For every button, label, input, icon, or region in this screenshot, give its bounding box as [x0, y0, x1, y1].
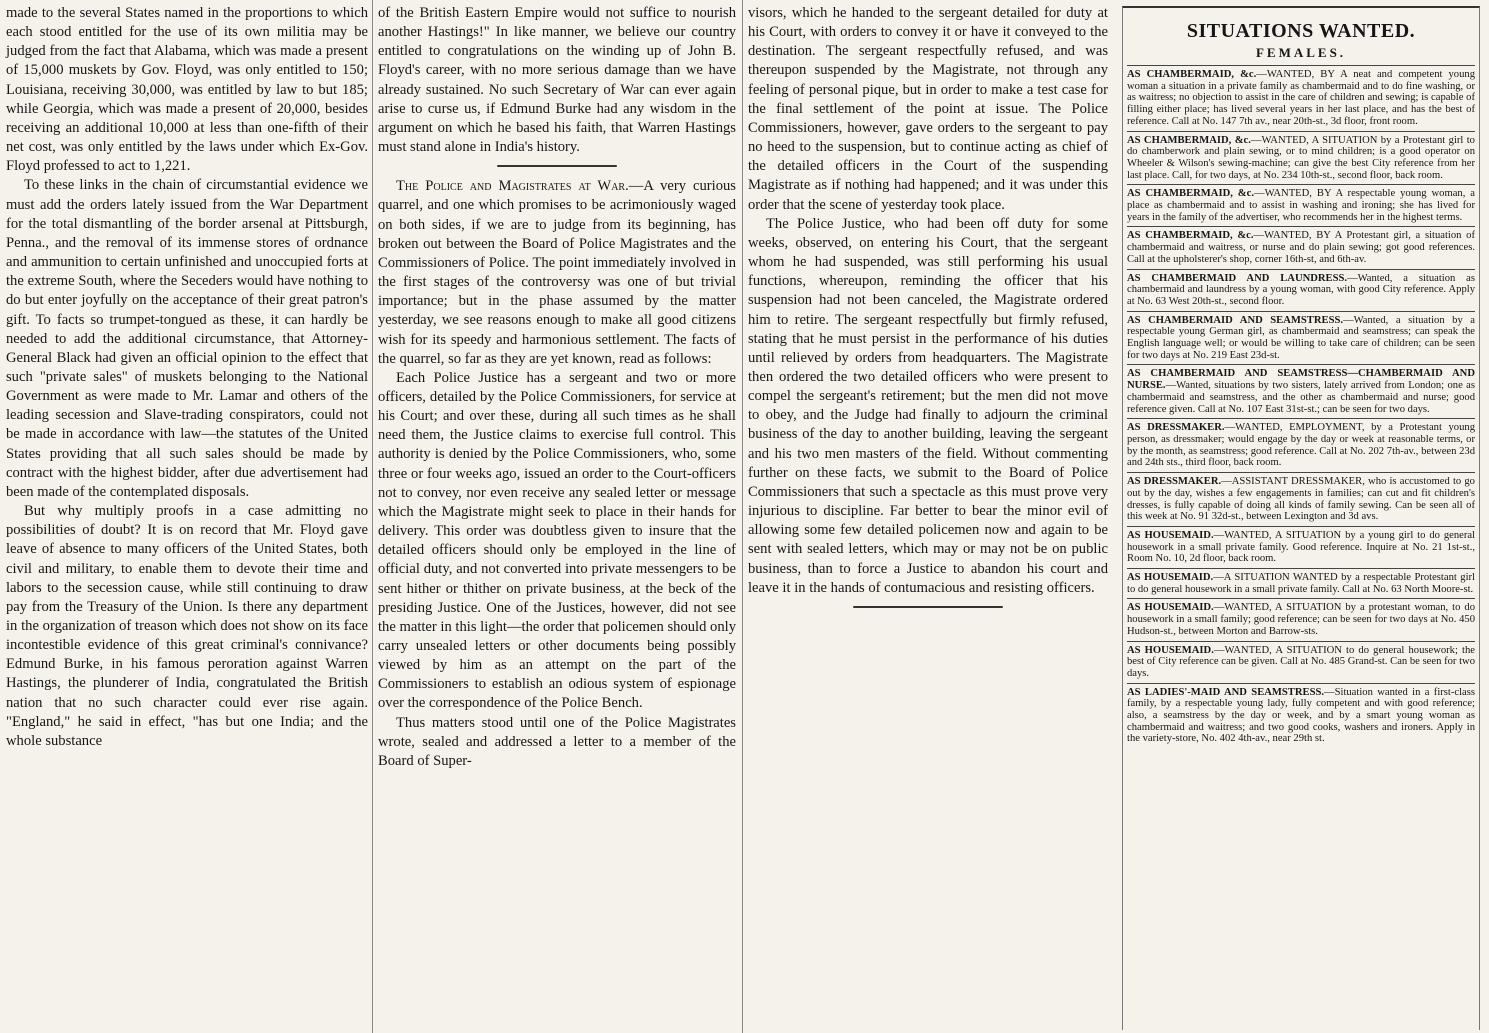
ad-text: —A SITUATION WANTED by a respectable Protestant girl to do general housework in a small private family. Call at No. 63 North Moore-st. [1127, 572, 1476, 595]
ad-lead: AS DRESSMAKER. [1127, 476, 1222, 488]
col1-paragraph: But why multiply proofs in a case admitting no possibilities of doubt? It is on record that Mr. Floyd gave leave of absence to many officers of the United States, both civil and military, to enable them to devote their time and labors to the secession cause, while still continuing to draw pay from the Treasury of the Union. Is there any department in the organization of treason which does not show on its face incontestible evidence of this great criminal's connivance? Edmund Burke, in his famous peroration against Warren Hastings, the plunderer of India, congratulated the British nation that no such character could ever rise again. "England," he said in effect, "has but one India; and the whole substance [6, 503, 368, 749]
col2-paragraph: —A very curious quarrel, and one which promises to be acrimoniously waged on both sides, if we are to judge from its beginning, has broken out between the Board of Police Magistrates and the Commissioners of Police. The point immediately involved in the first stages of the controversy was one of but trivial importance; but in the phase assumed by the matter yesterday, we see reasons enough to make all good citizens wish for its speedy and harmonious settlement. The facts of the quarrel, so far as they are yet known, read as follows: [378, 178, 736, 367]
column-3 [748, 4, 1108, 618]
column-rule [742, 0, 743, 1033]
ad-lead: AS DRESSMAKER. [1127, 422, 1225, 434]
section-divider [497, 165, 617, 167]
classified-ad [1127, 184, 1475, 226]
females-subtitle: FEMALES. [1255, 45, 1347, 60]
situations-wanted-column [1122, 6, 1480, 1030]
classified-ad [1127, 598, 1475, 640]
column-2 [378, 4, 736, 771]
classified-ad [1127, 131, 1475, 185]
ad-text: —ASSISTANT DRESSMAKER, who is accustomed to go out by the day, wishes a few engagements in families; can cut and fit children's dresses, is fully capable of doing all kinds of family sewing. Can be seen all of this week at No. 91 32d-st., between Lexington and 3d avs. [1127, 476, 1475, 523]
ad-lead: AS HOUSEMAID. [1127, 602, 1214, 614]
ad-text: —Situation wanted in a first-class family, by a respectable young lady, fully competent and with good reference; also, a seamstress by the day or week, and by a smart young woman as chambermaid and waitress; and two good cooks, washers and ironers. Apply in the variety-store, No. 402 4th-av., near 29th st. [1127, 686, 1475, 745]
situations-wanted-title: SITUATIONS WANTED. [1186, 20, 1416, 42]
classified-ad [1127, 226, 1475, 268]
classified-ad [1127, 472, 1475, 526]
column-rule [372, 0, 373, 1033]
classified-ad [1127, 568, 1475, 598]
ad-text: —WANTED, EMPLOYMENT, by a Protestant young person, as dressmaker; would engage by the day or week at reasonable terms, or by the month, as seamstress; good reference. Call at No. 202 7th-av., between 23d and 24th sts., third floor, back room. [1127, 422, 1475, 469]
ad-text: —WANTED, A SITUATION by a protestant woman, to do housework in a small family; good reference; can be seen for two days at No. 450 Hudson-st., between Morton and Barrow-sts. [1127, 602, 1475, 637]
ad-text: —WANTED, BY A Protestant girl, a situation of chambermaid and waitress, or nurse and do plain sewing; got good references. Call at the upholsterer's shop, corner 16th-st, and 6th-av. [1127, 230, 1475, 265]
col1-paragraph: To these links in the chain of circumstantial evidence we must add the orders lately issued from the War Department for the total dismantling of the border arsenal at Pittsburgh, Penna., and the removal of its immense stores of ordnance and ammunition to certain unfinished and unoccupied forts at the extreme South, where the Seceders would have nothing to do but enter joyfully on the acceptance of their great patron's gift. To facts so trumpet-tongued as these, it can hardly be needed to add the additional circumstance, that Attorney-General Black had given an official opinion to the effect that such "private sales" of muskets belonging to the National Government as were made to Mr. Lamar and others of the leading secession and Slave-trading conspirators, could not be made in accordance with law—the statutes of the United States providing that all such sales should be made by contract with the highest bidder, after due advertisement had been made of the contemplated disposals. [6, 177, 368, 500]
classified-ad [1127, 641, 1475, 683]
classified-ad [1127, 311, 1475, 365]
ad-text: —WANTED, A SITUATION by a Protestant girl to do chamberwork and plain sewing, or to mind children; is a good operator on Wheeler & Wilson's sewing-machine; can give the best City reference from her last place. Call, for two days, at No. 234 10th-st., second floor, back room. [1127, 134, 1475, 181]
classified-ad [1127, 683, 1475, 749]
article-heading: The Police and Magistrates at War. [396, 178, 629, 195]
classified-ad [1127, 364, 1475, 418]
col1-paragraph: made to the several States named in the proportions to which each stood entitled for the use of its own militia may be judged from the fact that Alabama, which was made a present of 15,000 muskets by Gov. Floyd, was only entitled to 150; Louisiana, receiving 30,000, was entitled by law to but 185; while Georgia, which was made a present of 20,000, besides receiving an additional 10,000 at less than one-fifth of their net cost, was only entitled by the laws under which Ex-Gov. Floyd professed to act to 1,221. [6, 5, 368, 175]
ad-text: —Wanted, a situation by a respectable young German girl, as chambermaid and seamstress; can speak the English language well; or would be willing to take care of children; can be seen for two days at No. 219 East 23d-st. [1127, 314, 1475, 361]
ad-lead: AS CHAMBERMAID, &c. [1127, 188, 1254, 200]
ad-text: —WANTED, BY A respectable young woman, a place as chambermaid and to assist in washing and ironing; she has lived for years in the family of the advertiser, who recommends her in the highest terms. [1127, 188, 1475, 223]
classified-ad [1127, 526, 1475, 568]
ad-lead: AS CHAMBERMAID, &c. [1127, 69, 1257, 80]
ad-text: —WANTED, BY A neat and competent young woman a situation in a private family as chambermaid and to do fine washing, or as waitress; no objection to assist in the care of children and sewing; is capable of filling either place; has lived several years in her last place, and has the best of reference. Call at No. 147 7th av., near 20th-st., 3d floor, front room. [1127, 69, 1475, 127]
classified-ad [1127, 418, 1475, 472]
ad-text: —WANTED, A SITUATION by a young girl to do general housework in a small private family. Good reference. Inquire at No. 21 1st-st., Room No. 10, 2d floor, back room. [1127, 529, 1475, 565]
ad-lead: AS HOUSEMAID. [1127, 644, 1214, 656]
ad-lead: AS CHAMBERMAID, &c. [1127, 134, 1251, 146]
col2-paragraph: Each Police Justice has a sergeant and two or more officers, detailed by the Police Commissioners, for service at his Court; and over these, during all such times as he shall need them, the Justice claims to exercise full control. This authority is denied by the Police Commissioners, who, some three or four weeks ago, issued an order to the Court-officers not to convey, nor even receive any sealed letter or message which the Magistrate might seek to place in their hands for delivery. This order was doubtless given to insure that the detailed officers should only be employed in the line of official duty, and not converted into private messengers to be sent hither or thither on private business, at the beck of the presiding Justice. One of the Justices, however, did not see the matter in this light—the order that policemen should only carry unsealed letters or other documents being possibly viewed by him as an attempt on the part of the Commissioners to establish an odious system of espionage over the correspondence of the Police Bench. [378, 369, 736, 712]
ad-text: —Wanted, situations by two sisters, lately arrived from London; one as chambermaid and seamstress, and the other as chambermaid and nurse; good reference given. Call at No. 107 East 31st-st.; can be seen for two days. [1127, 380, 1475, 415]
ad-lead: AS LADIES'-MAID AND SEAMSTRESS. [1127, 686, 1325, 698]
col2-paragraph: Thus matters stood until one of the Police Magistrates wrote, sealed and addressed a letter to a member of the Board of Super- [378, 714, 736, 769]
ad-lead: AS CHAMBERMAID AND SEAMSTRESS—CHAMBERMAID AND NURSE. [1127, 368, 1475, 392]
classified-ad [1127, 65, 1475, 131]
ad-lead: AS CHAMBERMAID AND SEAMSTRESS. [1127, 314, 1343, 326]
ad-lead: AS CHAMBERMAID, &c. [1127, 230, 1254, 242]
ad-text: —WANTED, A SITUATION to do general housework; the best of City reference can be given. Call at No. 485 Grand-st. Can be seen for two days. [1127, 644, 1475, 679]
column-1 [6, 4, 368, 751]
ad-lead: AS CHAMBERMAID AND LAUNDRESS. [1127, 272, 1348, 284]
ads-list [1127, 65, 1475, 748]
col3-paragraph: The Police Justice, who had been off duty for some weeks, observed, on entering his Court, that the sergeant whom he had suspended, was still performing his usual functions, whereupon, reminding the officer that his suspension had not been canceled, the Magistrate ordered him to retire. The sergeant respectfully but firmly refused, stating that he must persist in the performance of his duties until relieved by orders from headquarters. The Magistrate then ordered the two detailed officers who were present to compel the sergeant's retirement; but the men did not move to obey, and the Judge had finally to adjourn the criminal business of the day to another building, leaving the sergeant and his two men masters of the field. Without commenting further on these facts, we submit to the Board of Police Commissioners that such a spectacle as this must prove very injurious to discipline. Far better to bear the minor evil of allowing some few detailed policemen now and again to be sent with sealed letters, which may or may not be on public business, than to force a Justice to abandon his court and leave it in the hands of contumacious and resisting officers. [748, 215, 1108, 596]
ad-lead: AS HOUSEMAID. [1127, 572, 1214, 584]
col2-paragraph: of the British Eastern Empire would not suffice to nourish another Hastings!" In like manner, we believe our country entitled to congratulations on the winding up of John B. Floyd's career, with no more serious damage than we have already sustained. No such Secretary of War can ever again arise to curse us, if Edmund Burke had any wisdom in the argument on which he based his faith, that Warren Hastings must stand alone in India's history. [378, 5, 736, 156]
classified-ad [1127, 269, 1475, 311]
ad-lead: AS HOUSEMAID. [1127, 529, 1214, 541]
col3-paragraph: visors, which he handed to the sergeant detailed for duty at his Court, with orders to convey it or have it conveyed to the destination. The sergeant respectfully refused, and was thereupon suspended by the Magistrate, not through any feeling of personal pique, but in order to make a test case for the final settlement of the point at issue. The Police Commissioners, however, gave orders to the sergeant to pay no heed to the suspension, but to continue acting as chief of the detailed officers in the Court of the suspending Magistrate as if nothing had happened; and it was under this order that the scene of yesterday took place. [748, 5, 1108, 213]
section-divider [853, 606, 1003, 608]
ad-text: —Wanted, a situation as chambermaid and laundress by a young woman, with good City reference. Apply at No. 63 West 20th-st., second floor. [1127, 272, 1475, 307]
col2-article-lead [378, 177, 736, 369]
